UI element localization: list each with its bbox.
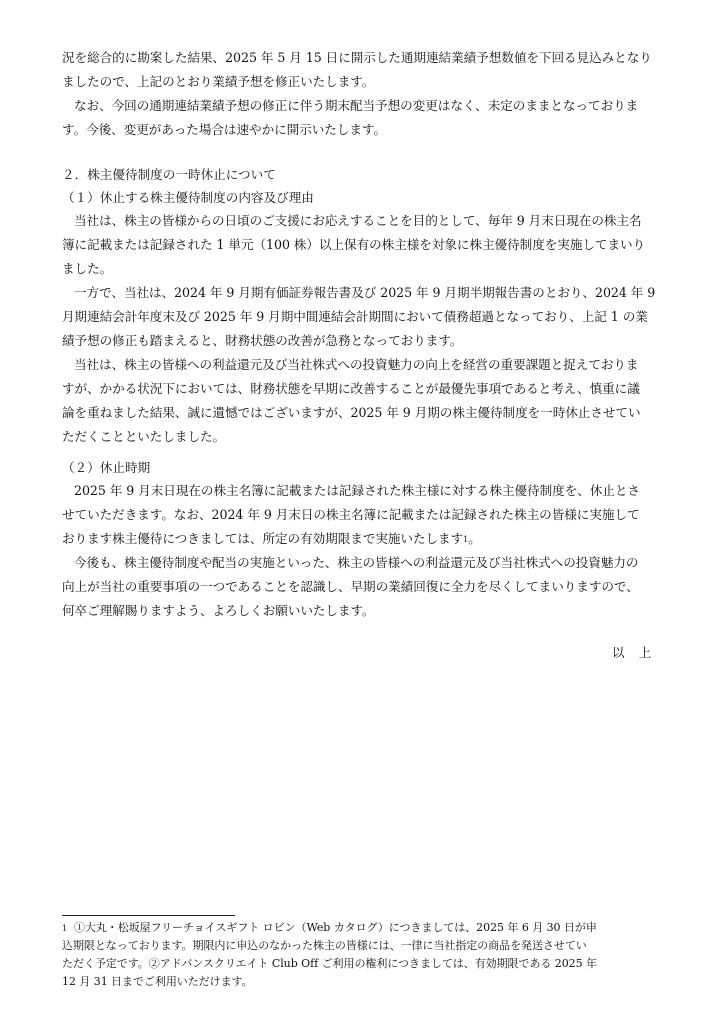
body-line: 績予想の修正も踏まえると、財務状態の改善が急務となっております。 xyxy=(62,333,463,348)
footnote-text: ①大丸・松坂屋フリーチョイスギフト ロビン（Web カタログ）につきましては、2025 年 6 月 30 日が申 xyxy=(73,921,597,934)
body-line: 2025 年 9 月末日現在の株主名簿に記載または記録された株主様に対する株主優待制度を、休止とさ xyxy=(74,483,640,498)
body-line: 今後も、株主優待制度や配当の実施といった、株主の皆様への利益還元及び当社株式への投資魅力の xyxy=(74,555,639,570)
subsection-heading: （１）休止する株主優待制度の内容及び理由 xyxy=(62,190,314,205)
body-line: せていただきます。なお、2024 年 9 月末日の株主名簿に記載または記録された株主の皆様に実施して xyxy=(62,507,640,522)
body-line: 論を重ねました結果、誠に遺憾ではございますが、2025 年 9 月期の株主優待制度を一時休止させてい xyxy=(62,405,641,420)
intro-line: ましたので、上記のとおり業績予想を修正いたします。 xyxy=(62,74,375,89)
closing-mark: 以上 xyxy=(612,645,666,660)
footnote-marker: 1 xyxy=(62,924,68,933)
footnote-divider xyxy=(62,915,235,916)
subsection-1-body xyxy=(62,209,660,449)
subsection-2-body xyxy=(62,479,660,623)
footnote-line: 12 月 31 日までご利用いただけます。 xyxy=(62,975,253,988)
body-line-tail: 。 xyxy=(468,531,481,546)
footnote-line xyxy=(62,919,672,937)
body-line: 簿に記載または記録された 1 単元（100 株）以上保有の株主様を対象に株主優待制度を実施してまいり xyxy=(62,237,646,252)
body-line xyxy=(62,527,660,551)
body-line: 何卒ご理解賜りますよう、よろしくお願いいたします。 xyxy=(62,603,375,618)
intro-paragraph xyxy=(62,46,660,142)
subsection-heading: （２）休止時期 xyxy=(62,460,151,475)
body-line: 向上が当社の重要事項の一つであることを認識し、早期の業績回復に全力を尽くしてまいりますので、 xyxy=(62,579,639,594)
footnote-line: ただく予定です。②アドバンスクリエイト Club Off ご利用の権利につきましては、有効期限である 2025 年 xyxy=(62,957,597,970)
intro-line: 況を総合的に勘案した結果、2025 年 5 月 15 日に開示した通期連結業績予想数値を下回る見込みとなり xyxy=(62,50,652,65)
body-line: ただくことといたしました。 xyxy=(62,429,226,444)
body-line: すが、かかる状況下においては、財務状態を早期に改善することが最優先事項であると考え、慎重に議 xyxy=(62,381,640,396)
section-heading: ２．株主優待制度の一時休止について xyxy=(62,167,276,182)
body-line: 月期連結会計年度末及び 2025 年 9 月期中間連結会計期間において債務超過となっており、上記 1 の業 xyxy=(62,309,648,324)
intro-line: なお、今回の通期連結業績予想の修正に伴う期末配当予想の変更はなく、未定のままとなっておりま xyxy=(74,98,639,113)
footnote-line: 込期限となっております。期限内に申込のなかった株主の皆様には、一律に当社指定の商品を発送させてい xyxy=(62,939,587,952)
body-line: 当社は、株主の皆様への利益還元及び当社株式への投資魅力の向上を経営の重要課題と捉えておりま xyxy=(74,357,639,372)
footnote-reference[interactable]: 1 xyxy=(463,535,469,544)
footnote xyxy=(62,919,672,991)
body-line: 当社は、株主の皆様からの日頃のご支援にお応えすることを目的として、毎年 9 月末日現在の株主名 xyxy=(74,213,642,228)
intro-line: す。今後、変更があった場合は速やかに開示いたします。 xyxy=(62,122,386,137)
body-line: ました。 xyxy=(62,261,113,276)
body-line-text: おります株主優待につきましては、所定の有効期限まで実施いたします xyxy=(62,531,464,546)
body-line: 一方で、当社は、2024 年 9 月期有価証券報告書及び 2025 年 9 月期半期報告書のとおり、2024 年 9 xyxy=(74,285,656,300)
